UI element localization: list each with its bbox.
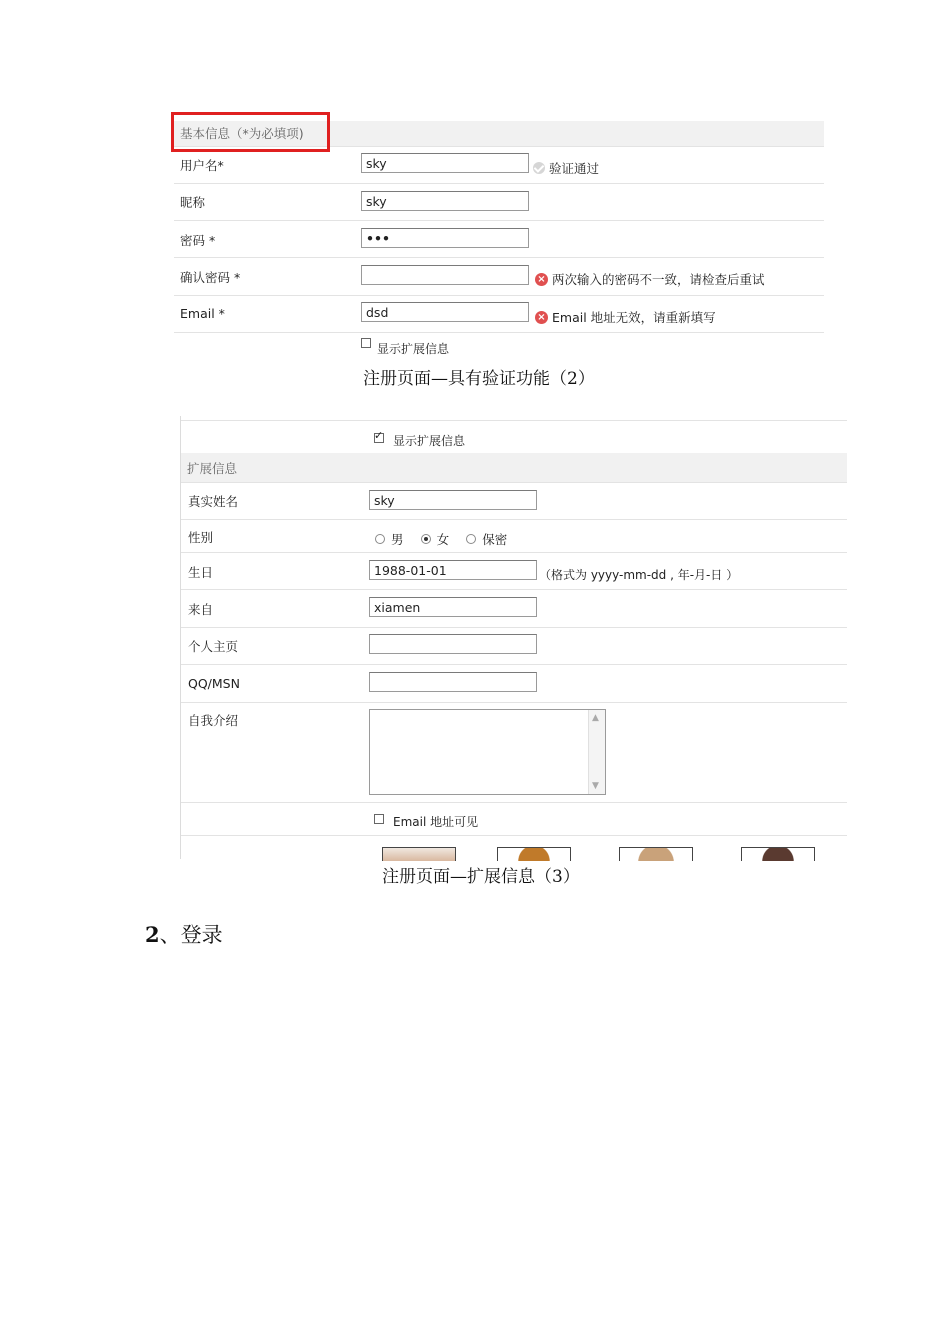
confirm-password-label: 确认密码 * bbox=[180, 270, 241, 285]
email-error-text: Email 地址无效，请重新填写 bbox=[552, 310, 716, 325]
heading-number: 2 bbox=[145, 922, 160, 947]
intro-row bbox=[181, 703, 847, 803]
gender-option-female: 女 bbox=[436, 531, 450, 547]
nickname-input[interactable] bbox=[361, 191, 529, 211]
gender-option-secret: 保密 bbox=[482, 531, 508, 547]
intro-label: 自我介绍 bbox=[188, 713, 239, 728]
homepage-row bbox=[181, 628, 847, 665]
avatar-thumbnail[interactable] bbox=[741, 847, 815, 861]
ext-section-bar bbox=[181, 453, 847, 483]
basic-section-title: 基本信息（*为必填项) bbox=[180, 126, 304, 141]
intro-textarea[interactable] bbox=[369, 709, 606, 795]
birthday-label: 生日 bbox=[188, 565, 214, 580]
gender-radio-female[interactable] bbox=[421, 534, 431, 544]
realname-row bbox=[181, 483, 847, 520]
email-row bbox=[174, 296, 824, 333]
confirm-password-error bbox=[535, 270, 765, 288]
partial-show-ext-row bbox=[361, 338, 561, 356]
from-row bbox=[181, 590, 847, 628]
avatar-thumbnail[interactable] bbox=[382, 847, 456, 861]
caption-validation: 注册页面—具有验证功能（2） bbox=[363, 369, 595, 389]
gender-radio-male[interactable] bbox=[375, 534, 385, 544]
scroll-up-icon[interactable]: ▲ bbox=[592, 713, 599, 723]
error-icon: × bbox=[535, 311, 548, 324]
ext-section-title: 扩展信息 bbox=[187, 461, 238, 476]
avatar-thumbnail[interactable] bbox=[497, 847, 571, 861]
section-heading-login bbox=[145, 919, 223, 949]
extended-info-screenshot bbox=[180, 416, 847, 859]
username-input[interactable] bbox=[361, 153, 529, 173]
scroll-down-icon[interactable]: ▼ bbox=[592, 781, 599, 791]
qqmsn-label: QQ/MSN bbox=[188, 676, 240, 691]
gender-option-male: 男 bbox=[391, 531, 404, 547]
email-visible-checkbox[interactable] bbox=[374, 814, 384, 824]
email-visible-label: Email 地址可见 bbox=[393, 815, 479, 829]
gender-radio-secret[interactable] bbox=[466, 534, 476, 544]
email-error bbox=[535, 308, 716, 326]
qqmsn-input[interactable] bbox=[369, 672, 537, 692]
email-input[interactable] bbox=[361, 302, 529, 322]
show-ext-row bbox=[181, 420, 847, 454]
username-status-text: 验证通过 bbox=[549, 161, 600, 176]
password-label: 密码 * bbox=[180, 233, 216, 248]
username-row bbox=[174, 147, 824, 184]
from-input[interactable] bbox=[369, 597, 537, 617]
confirm-password-row bbox=[174, 258, 824, 296]
show-ext-checkbox[interactable] bbox=[374, 429, 384, 443]
required-highlight-box bbox=[171, 112, 330, 152]
username-label: 用户名* bbox=[180, 158, 224, 173]
gender-radio-group bbox=[375, 528, 519, 548]
password-row bbox=[174, 221, 824, 258]
realname-label: 真实姓名 bbox=[188, 494, 239, 509]
error-icon: × bbox=[535, 273, 548, 286]
homepage-input[interactable] bbox=[369, 634, 537, 654]
show-ext-label: 显示扩展信息 bbox=[393, 434, 466, 448]
partial-checkbox-label: 显示扩展信息 bbox=[377, 342, 450, 356]
gender-row bbox=[181, 520, 847, 553]
avatar-thumbnail[interactable] bbox=[619, 847, 693, 861]
intro-scrollbar[interactable] bbox=[588, 710, 605, 794]
nickname-label: 昵称 bbox=[180, 195, 206, 210]
password-input[interactable] bbox=[361, 228, 529, 248]
realname-input[interactable] bbox=[369, 490, 537, 510]
heading-text: 、登录 bbox=[159, 923, 223, 947]
username-status bbox=[533, 159, 599, 177]
qqmsn-row bbox=[181, 665, 847, 703]
basic-info-screenshot bbox=[174, 121, 824, 356]
birthday-format-hint: （格式为 yyyy-mm-dd , 年-月-日 ） bbox=[539, 568, 739, 582]
check-icon bbox=[533, 162, 545, 174]
birthday-row bbox=[181, 553, 847, 590]
confirm-password-error-text: 两次输入的密码不一致，请检查后重试 bbox=[552, 272, 765, 287]
confirm-password-input[interactable] bbox=[361, 265, 529, 285]
from-label: 来自 bbox=[188, 602, 214, 617]
birthday-input[interactable] bbox=[369, 560, 537, 580]
email-label: Email * bbox=[180, 306, 225, 321]
homepage-label: 个人主页 bbox=[188, 639, 239, 654]
checkmark-icon: ✓ bbox=[374, 429, 384, 442]
caption-extended: 注册页面—扩展信息（3） bbox=[382, 867, 580, 887]
email-visible-row bbox=[181, 803, 847, 836]
nickname-row bbox=[174, 184, 824, 221]
gender-label: 性别 bbox=[188, 530, 214, 545]
partial-checkbox bbox=[361, 338, 371, 348]
